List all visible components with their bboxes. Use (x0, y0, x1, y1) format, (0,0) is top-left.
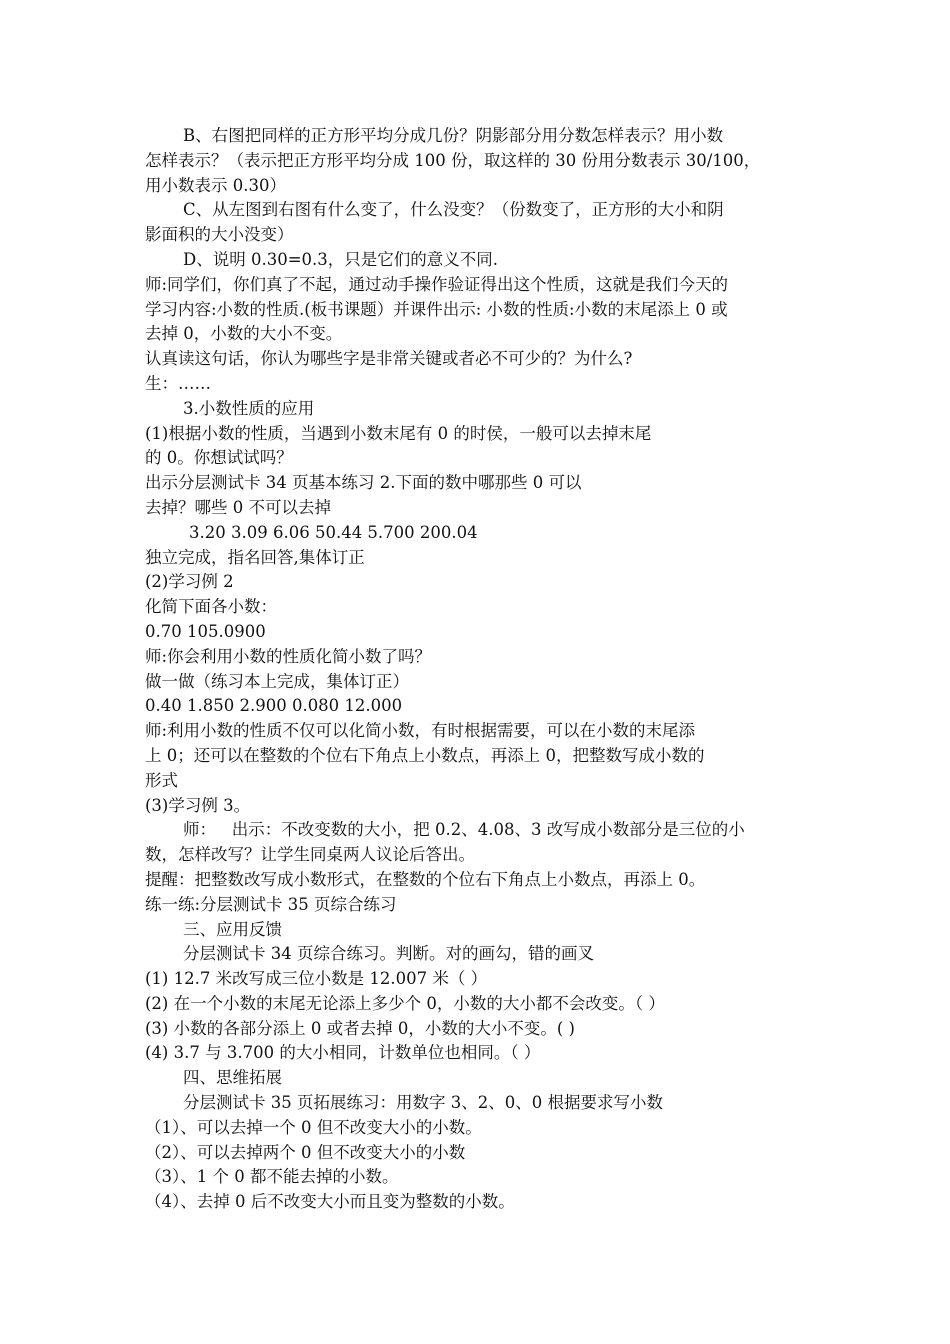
text-line: (1)根据小数的性质，当遇到小数末尾有 0 的时侯，一般可以去掉末尾 (145, 423, 652, 443)
text-line: 3.小数性质的应用 (183, 398, 315, 418)
text-line: （3）、1 个 0 都不能去掉的小数。 (145, 1167, 399, 1187)
text-line: (3)学习例 3。 (145, 795, 251, 815)
text-line: （4）、去掉 0 后不改变大小而且变为整数的小数。 (145, 1192, 515, 1212)
text-line: 独立完成，指名回答,集体订正 (145, 547, 365, 567)
text-line: 0.70 105.0900 (145, 621, 266, 641)
text-line: 生：…… (145, 373, 211, 393)
text-line: 用小数表示 0.30） (145, 175, 286, 195)
text-line: 做一做（练习本上完成，集体订正） (145, 671, 409, 691)
text-line: 师:同学们，你们真了不起，通过动手操作验证得出这个性质，这就是我们今天的 (145, 274, 729, 294)
text-line: D、说明 0.30=0.3，只是它们的意义不同. (183, 249, 499, 269)
text-line: 化简下面各小数： (145, 597, 277, 617)
text-line: (1) 12.7 米改写成三位小数是 12.007 米（ ） (145, 969, 488, 989)
text-line: 上 0；还可以在整数的个位右下角点上小数点，再添上 0，把整数写成小数的 (145, 745, 705, 765)
text-line: 三、应用反馈 (183, 919, 282, 939)
text-line: 四、思维拓展 (183, 1068, 282, 1088)
text-line: 去掉？哪些 0 不可以去掉 (145, 497, 331, 517)
text-line: 提醒：把整数改写成小数形式，在整数的个位右下角点上小数点，再添上 0。 (145, 869, 706, 889)
text-line: 数，怎样改写？让学生同桌两人议论后答出。 (145, 845, 475, 865)
text-line: 分层测试卡 34 页综合练习。判断。对的画勾，错的画叉 (183, 944, 594, 964)
text-line: 师： 出示：不改变数的大小，把 0.2、4.08、3 改写成小数部分是三位的小 (183, 820, 745, 840)
text-line: 认真读这句话，你认为哪些字是非常关键或者必不可少的？为什么? (145, 349, 633, 369)
text-line: 师:利用小数的性质不仅可以化简小数，有时根据需要，可以在小数的末尾添 (145, 721, 696, 741)
text-line: B、右图把同样的正方形平均分成几份？阴影部分用分数怎样表示？用小数 (183, 126, 724, 145)
text-line: （2）、可以去掉两个 0 但不改变大小的小数 (145, 1142, 466, 1162)
text-line: (3) 小数的各部分添上 0 或者去掉 0，小数的大小不变。( ) (145, 1018, 575, 1038)
text-line: 3.20 3.09 6.06 50.44 5.700 200.04 (189, 522, 478, 542)
text-line: 出示分层测试卡 34 页基本练习 2.下面的数中哪那些 0 可以 (145, 473, 582, 493)
text-line: 形式 (145, 770, 178, 790)
text-line: 去掉 0，小数的大小不变。 (145, 324, 343, 344)
text-line: 影面积的大小没变） (145, 225, 294, 245)
text-line: 师:你会利用小数的性质化简小数了吗？ (145, 646, 432, 666)
text-line: 0.40 1.850 2.900 0.080 12.000 (145, 696, 403, 716)
text-line: (2)学习例 2 (145, 572, 234, 592)
text-line: (4) 3.7 与 3.700 的大小相同，计数单位也相同。（ ） (145, 1043, 541, 1063)
text-line: 怎样表示？（表示把正方形平均分成 100 份，取这样的 30 份用分数表示 30/100， (145, 150, 761, 170)
document-body (145, 124, 825, 1215)
text-line: （1）、可以去掉一个 0 但不改变大小的小数。 (145, 1117, 482, 1137)
text-line: 分层测试卡 35 页拓展练习：用数字 3、2、0、0 根据要求写小数 (183, 1093, 663, 1113)
text-line: (2) 在一个小数的末尾无论添上多少个 0，小数的大小都不会改变。（ ） (145, 993, 665, 1013)
text-line: 学习内容:小数的性质.(板书课题）并课件出示: 小数的性质:小数的末尾添上 0 或 (145, 299, 728, 319)
text-line: 练一练:分层测试卡 35 页综合练习 (145, 894, 397, 914)
text-line: 的 0。你想试试吗？ (145, 448, 293, 468)
text-line: C、从左图到右图有什么变了，什么没变？（份数变了，正方形的大小和阴 (183, 200, 724, 220)
